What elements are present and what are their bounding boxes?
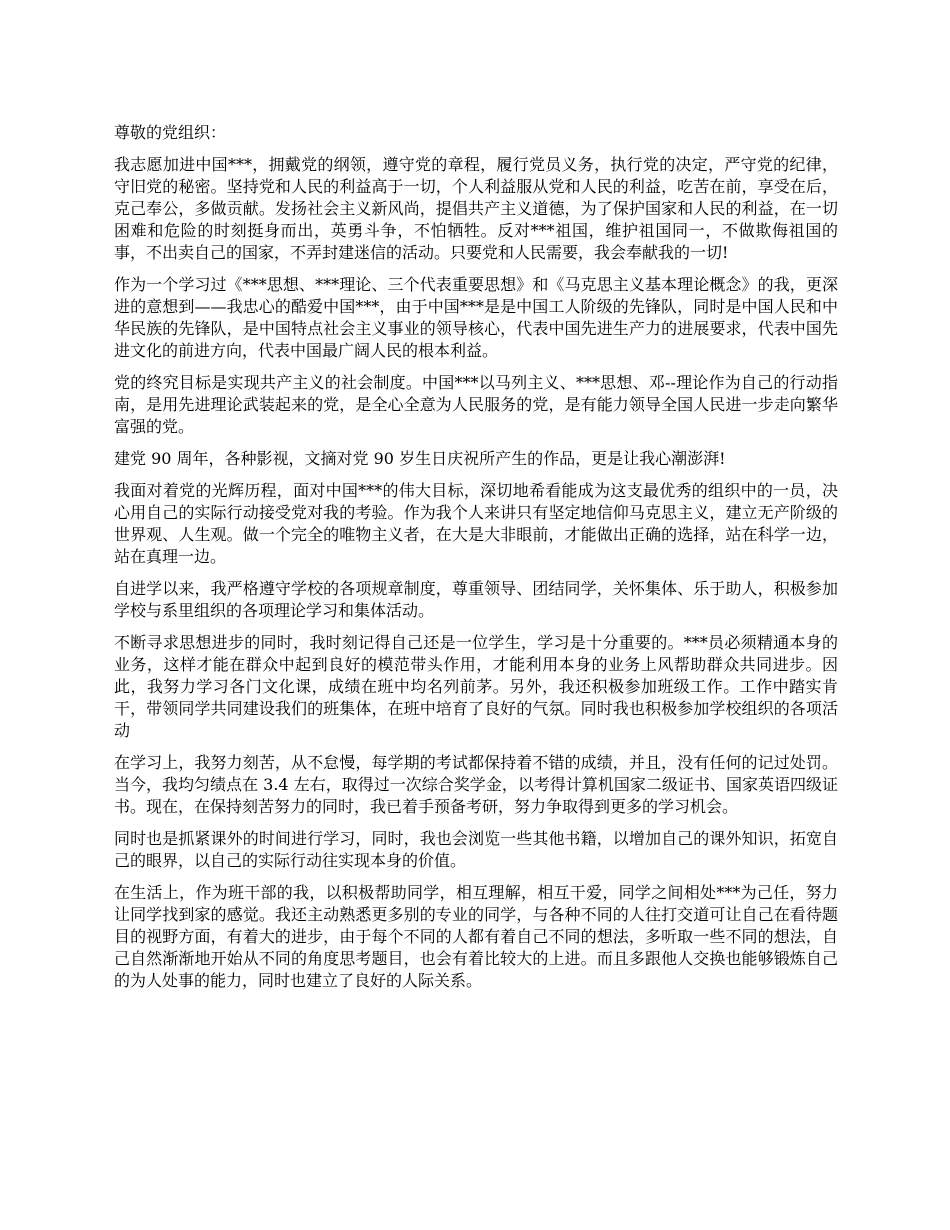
paragraph: 我面对着党的光辉历程，面对中国***的伟大目标，深切地希看能成为这支最优秀的组织中的一员，决心用自己的实际行动接受党对我的考验。作为我个人来讲只有坚定地信仰马克思主义，建立无产阶级的世界观、人生观。做一个完全的唯物主义者，在大是大非眼前，才能做出正确的选择，站在科学一边，站在真理一边。 — [114, 481, 838, 566]
paragraph: 自进学以来，我严格遵守学校的各项规章制度，尊重领导、团结同学，关怀集体、乐于助人，积极参加学校与系里组织的各项理论学习和集体活动。 — [114, 579, 838, 620]
paragraph: 不断寻求思想进步的同时，我时刻记得自己还是一位学生，学习是十分重要的。***员必须精通本身的业务，这样才能在群众中起到良好的模范带头作用，才能利用本身的业务上风帮助群众共同进步。因此，我努力学习各门文化课，成绩在班中均名列前茅。另外，我还积极参加班级工作。工作中踏实肯干，带领同学共同建设我们的班集体，在班中培育了良好的气氛。同时我也积极参加学校组织的各项活动 — [114, 633, 838, 740]
paragraph: 建党 90 周年，各种影视，文摘对党 90 岁生日庆祝所产生的作品，更是让我心潮澎湃! — [114, 449, 726, 468]
paragraph: 同时也是抓紧课外的时间进行学习，同时，我也会浏览一些其他书籍，以增加自己的课外知识，拓宽自己的眼界，以自己的实际行动往实现本身的价值。 — [114, 829, 838, 870]
paragraph: 作为一个学习过《***思想、***理论、三个代表重要思想》和《马克思主义基本理论概念》的我，更深进的意想到——我忠心的酷爱中国***，由于中国***是是中国工人阶级的先锋队，同时是中国人民和中华民族的先锋队，是中国特点社会主义事业的领导核心，代表中国先进生产力的进展要求，代表中国先进文化的前进方向，代表中国最广阔人民的根本利益。 — [114, 275, 838, 360]
paragraph: 党的终究目标是实现共产主义的社会制度。中国***以马列主义、***思想、邓--理论作为自己的行动指南，是用先进理论武装起来的党，是全心全意为人民服务的党，是有能力领导全国人民进一步走向繁华富强的党。 — [114, 373, 838, 436]
paragraph: 在学习上，我努力刻苦，从不怠慢，每学期的考试都保持着不错的成绩，并且，没有任何的记过处罚。当今，我均匀绩点在 3.4 左右，取得过一次综合奖学金，以考得计算机国家二级证书、国家英语四级证书。现在，在保持刻苦努力的同时，我已着手预备考研，努力争取得到更多的学习机会。 — [114, 753, 838, 816]
letter-body — [114, 122, 838, 1002]
paragraph: 在生活上，作为班干部的我，以积极帮助同学，相互理解，相互干爱，同学之间相处***为己任，努力让同学找到家的感觉。我还主动熟悉更多别的专业的同学，与各种不同的人往打交道可让自己在看待题目的视野方面，有着大的进步，由于每个不同的人都有着自己不同的想法，多听取一些不同的想法，自己自然渐渐地开始从不同的角度思考题目，也会有着比较大的上进。而且多跟他人交换也能够锻炼自己的为人处事的能力，同时也建立了良好的人际关系。 — [114, 883, 838, 990]
salutation: 尊敬的党组织： — [114, 123, 227, 142]
paragraph: 我志愿加进中国***，拥戴党的纲领，遵守党的章程，履行党员义务，执行党的决定，严守党的纪律，守旧党的秘密。坚持党和人民的利益高于一切，个人利益服从党和人民的利益，吃苦在前，享受在后，克己奉公，多做贡献。发扬社会主义新风尚，提倡共产主义道德，为了保护国家和人民的利益，在一切困难和危险的时刻挺身而出，英勇斗争，不怕牺牲。反对***祖国，维护祖国同一，不做欺侮祖国的事，不出卖自己的国家，不弄封建迷信的活动。只要党和人民需要，我会奉献我的一切! — [114, 155, 838, 262]
